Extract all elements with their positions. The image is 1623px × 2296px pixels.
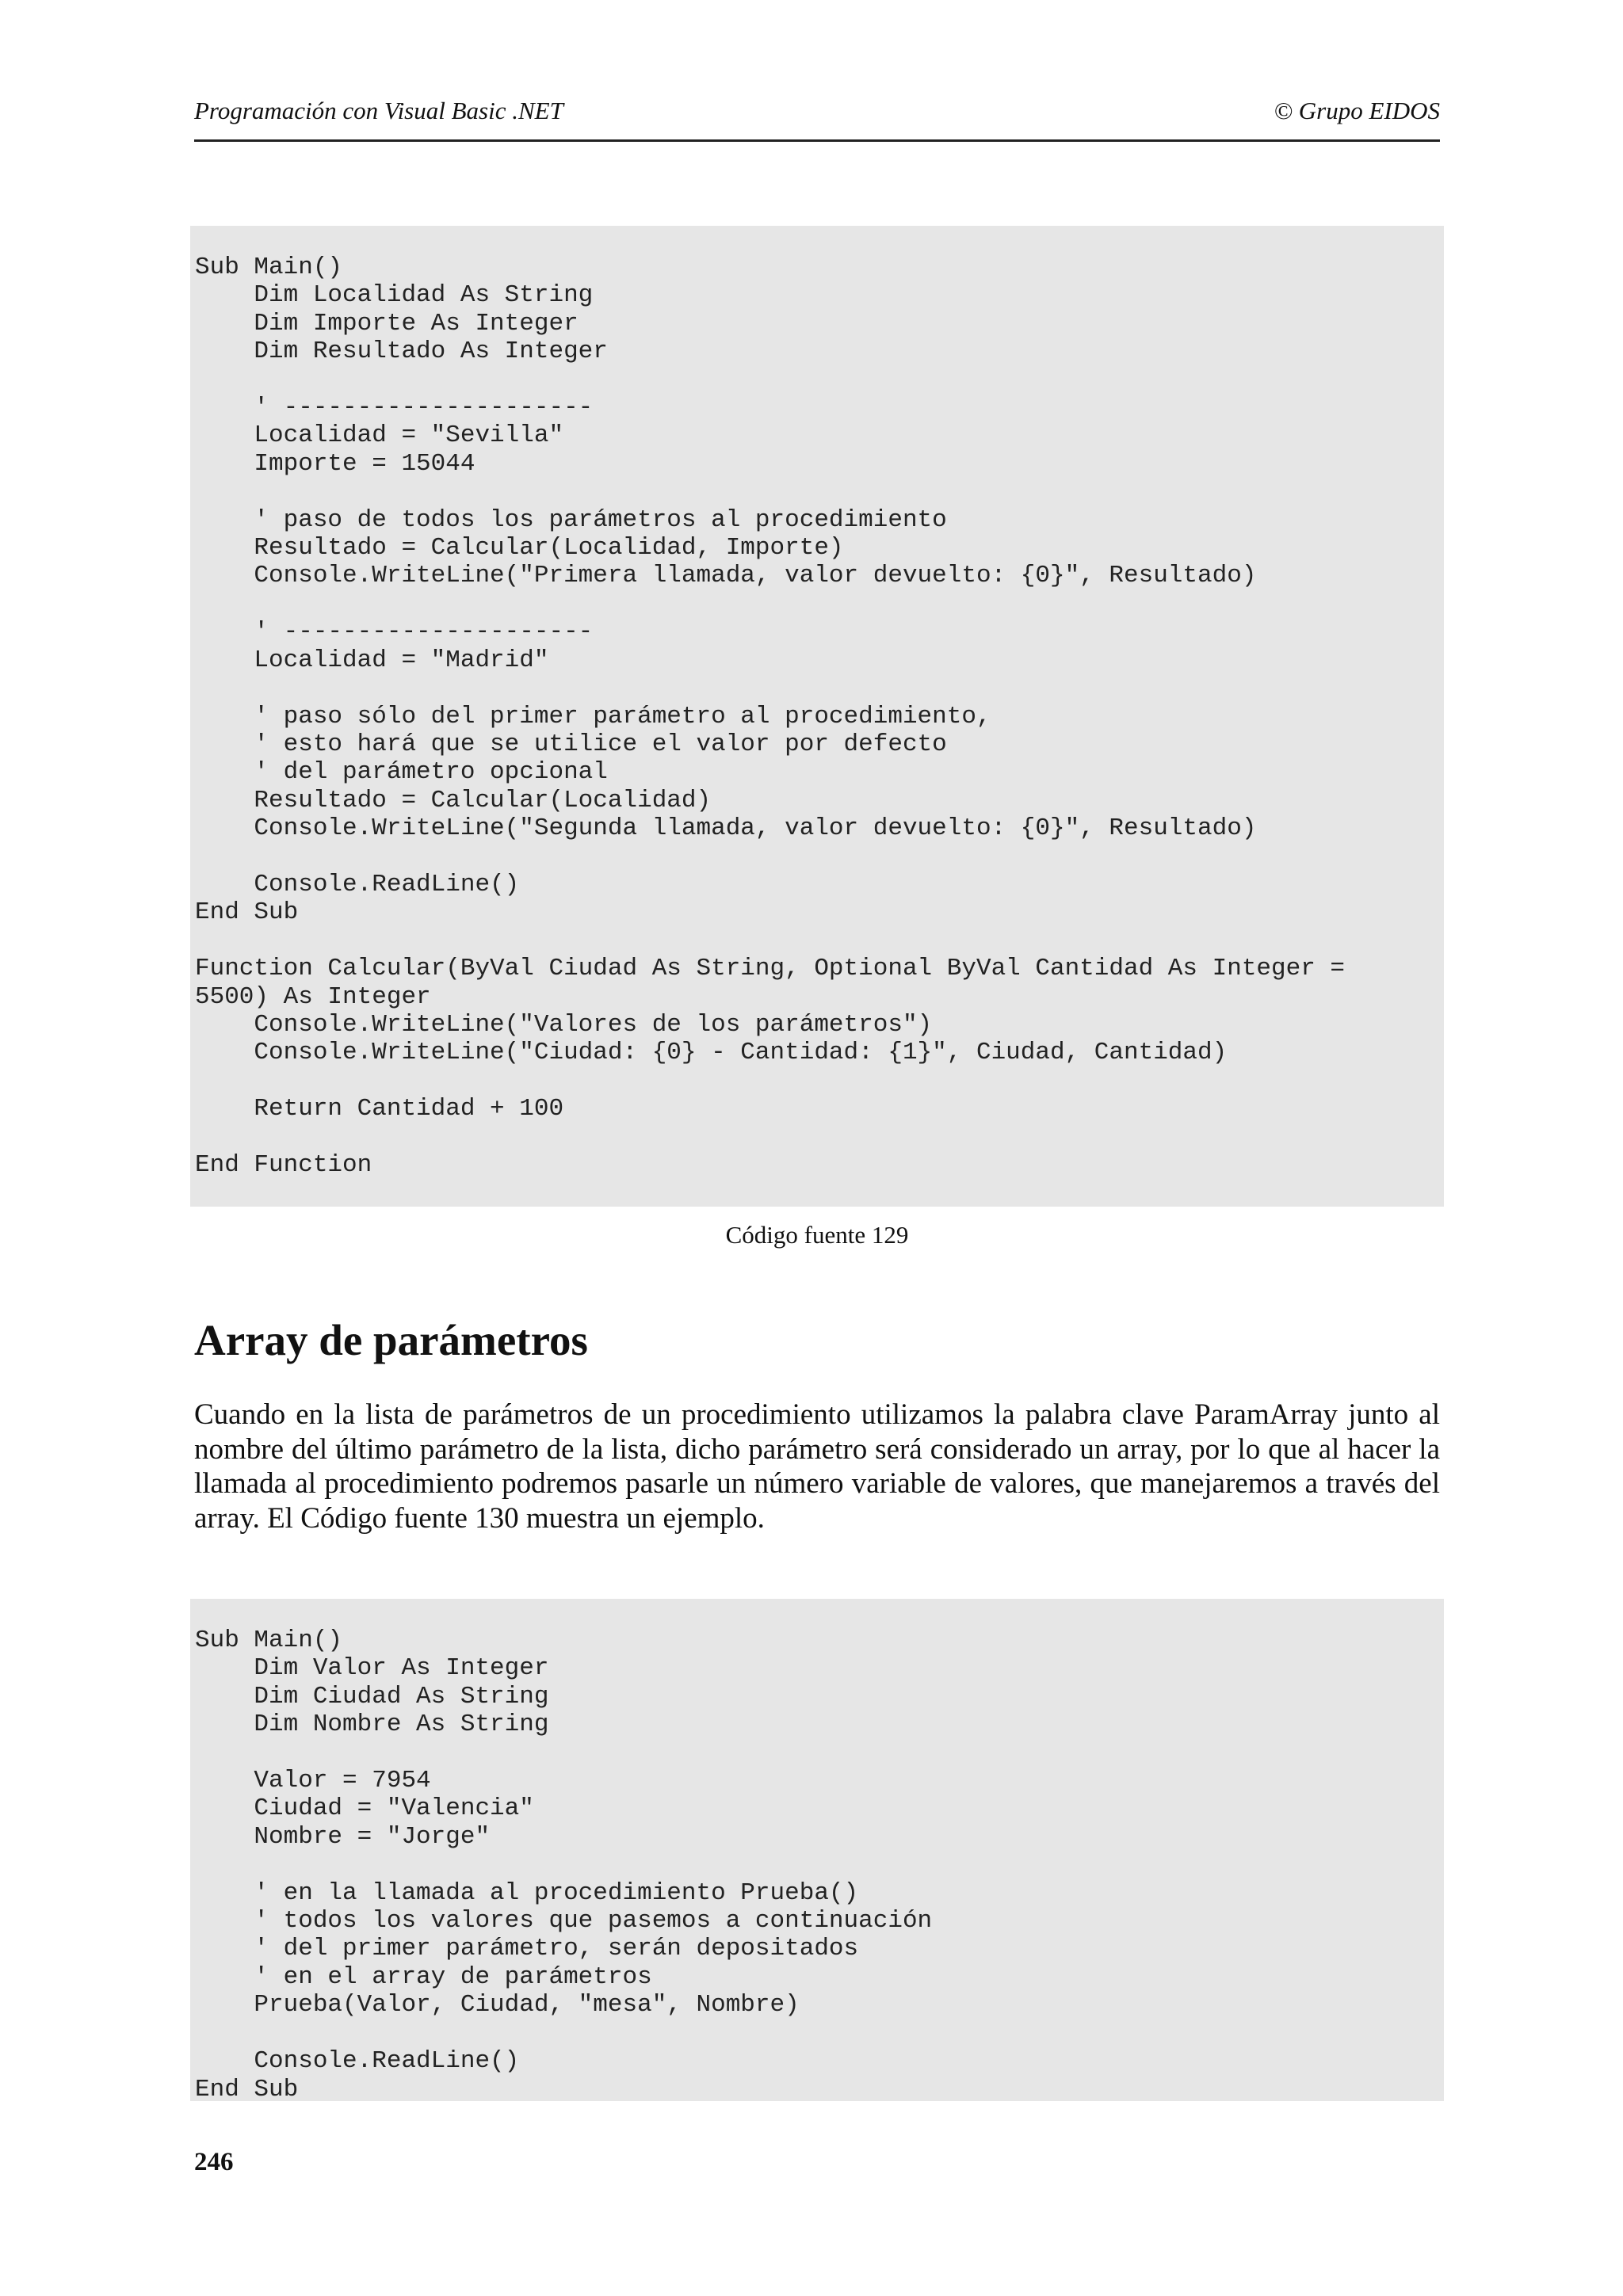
body-paragraph: Cuando en la lista de parámetros de un procedimiento utilizamos la palabra clave ParamArray junto al nombre del último parámetro de la lista, dicho parámetro será considerado un array, por lo que al hacer la llamada al procedimiento podremos pasarle un número variable de valores, que manejaremos a través del array. El Código fuente 130 muestra un ejemplo. <box>194 1398 1440 1535</box>
code-listing-130 <box>190 1599 1444 2101</box>
running-header <box>194 95 1440 142</box>
header-book-title: Programación con Visual Basic .NET <box>194 97 563 124</box>
code-listing-130-text: Sub Main() Dim Valor As Integer Dim Ciudad As String Dim Nombre As String Valor = 7954 Ciudad = "Valencia" Nombre = "Jorge" ' en la llamada al procedimiento Prueba() ' todos los valores que pasemos a continuación ' del primer parámetro, serán depositados ' en el array de parámetros Prueba(Valor, Ciudad, "mesa", Nombre) Console.ReadLine() End Sub <box>195 1627 933 2103</box>
header-publisher: © Grupo EIDOS <box>1274 97 1440 124</box>
page-number: 246 <box>194 2148 234 2176</box>
code-caption: Código fuente 129 <box>725 1221 909 1249</box>
section-heading: Array de parámetros <box>194 1316 588 1364</box>
code-listing-129-text: Sub Main() Dim Localidad As String Dim Importe As Integer Dim Resultado As Integer ' --------------------- Localidad = "Sevilla" Importe = 15044 ' paso de todos los parámetros al procedimiento Resultado = Calcular(Localidad, Importe) Console.WriteLine("Primera llamada, valor devuelto: {0}", Resultado) ' --------------------- Localidad = "Madrid" ' paso sólo del primer parámetro al procedimiento, ' esto hará que se utilice el valor por defecto ' del parámetro opcional Resultado = Calcular(Localidad) Console.WriteLine("Segunda llamada, valor devuelto: {0}", Resultado) Console.ReadLine() End Sub Function Calcular(ByVal Ciudad As String, Optional ByVal Cantidad As Integer = 5500) As Integer Console.WriteLine("Valores de los parámetros") Console.WriteLine("Ciudad: {0} - Cantidad: {1}", Ciudad, Cantidad) Return Cantidad + 100 End Function <box>195 254 1346 1179</box>
code-listing-129 <box>190 226 1444 1207</box>
